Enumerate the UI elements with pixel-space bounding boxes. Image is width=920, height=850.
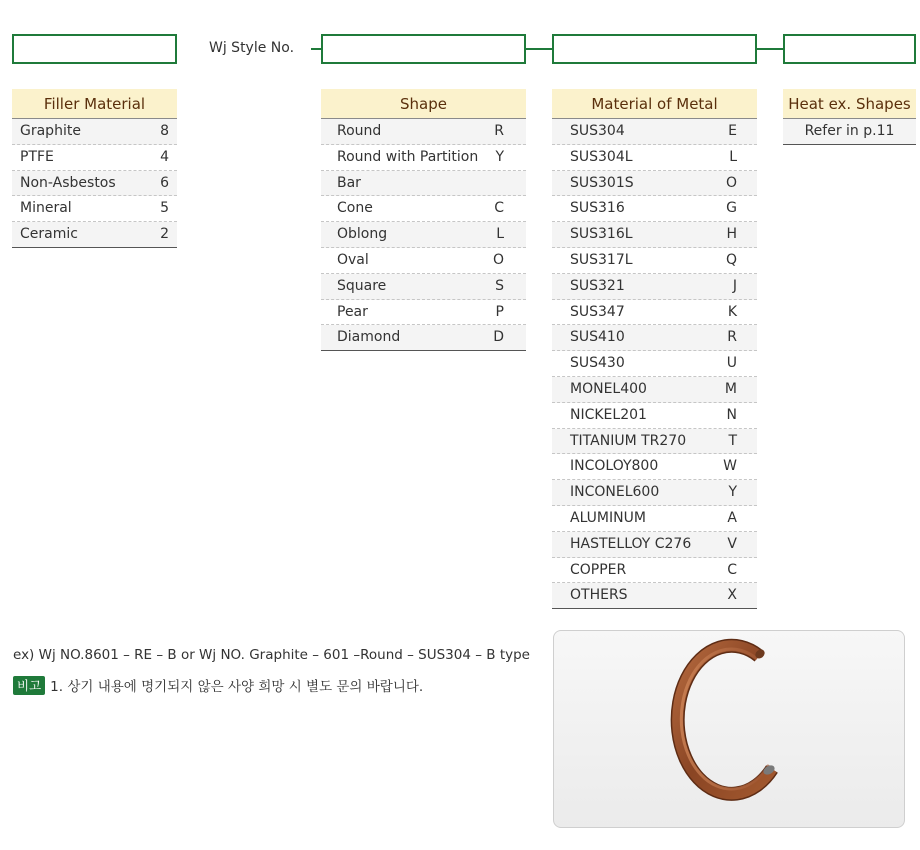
row-code: T <box>728 432 737 449</box>
row-name: SUS430 <box>570 355 625 372</box>
row-name: SUS304L <box>570 148 633 165</box>
row-code: N <box>726 406 737 423</box>
table-row <box>12 119 177 145</box>
row-name: Oblong <box>337 226 388 243</box>
table-row <box>552 171 757 197</box>
row-name: Refer in p.11 <box>804 123 895 139</box>
row-name: Diamond <box>337 329 401 346</box>
row-name: NICKEL201 <box>570 406 647 423</box>
row-code: Y <box>495 148 504 165</box>
row-name: Graphite <box>20 123 81 139</box>
connector-line <box>525 48 553 50</box>
note-badge: 비고 <box>13 676 45 695</box>
table-row <box>552 429 757 455</box>
heat-shapes-header: Heat ex. Shapes <box>783 89 916 119</box>
row-name: INCONEL600 <box>570 484 660 501</box>
row-code: V <box>727 535 737 552</box>
table-row <box>552 274 757 300</box>
table-row <box>321 196 526 222</box>
row-code: R <box>494 123 504 139</box>
row-code: K <box>727 303 737 320</box>
row-name: Square <box>337 277 387 294</box>
copper-c-ring-gasket-image <box>554 631 906 829</box>
shape-table <box>321 89 526 351</box>
connector-line <box>756 48 784 50</box>
row-name: TITANIUM TR270 <box>570 432 687 449</box>
table-row <box>321 145 526 171</box>
row-code: J <box>732 277 737 294</box>
heat-shapes-rows <box>783 119 916 145</box>
row-name: SUS410 <box>570 329 625 346</box>
table-row <box>552 222 757 248</box>
row-code: O <box>492 251 504 268</box>
shape-header: Shape <box>321 89 526 119</box>
table-row <box>552 377 757 403</box>
row-code: C <box>727 561 737 578</box>
table-row <box>552 119 757 145</box>
table-row <box>321 300 526 326</box>
table-row <box>321 248 526 274</box>
table-row <box>552 325 757 351</box>
filler-material-header: Filler Material <box>12 89 177 119</box>
table-row <box>552 454 757 480</box>
row-name: Round with Partition <box>337 148 479 165</box>
table-row <box>552 351 757 377</box>
row-name: Non-Asbestos <box>20 174 116 191</box>
metal-code-box <box>552 34 757 64</box>
row-code: C <box>494 200 504 217</box>
table-row <box>552 196 757 222</box>
row-name: SUS301S <box>570 174 634 191</box>
heat-shapes-table <box>783 89 916 145</box>
row-code: L <box>496 226 504 243</box>
table-row <box>552 480 757 506</box>
row-code: W <box>723 458 737 475</box>
row-code: 6 <box>160 174 169 191</box>
row-code: 4 <box>160 148 169 165</box>
row-name: OTHERS <box>570 587 628 604</box>
row-name: Pear <box>337 303 368 320</box>
note-text: 1. 상기 내용에 명기되지 않은 사양 희망 시 별도 문의 바랍니다. <box>50 679 424 695</box>
row-code: M <box>724 380 737 397</box>
row-name: ALUMINUM <box>570 509 646 526</box>
row-name: SUS304 <box>570 123 625 139</box>
table-row <box>321 274 526 300</box>
row-code: U <box>726 355 737 372</box>
row-name: SUS317L <box>570 251 633 268</box>
row-code: S <box>495 277 504 294</box>
row-name: Bar <box>337 174 361 191</box>
row-name: INCOLOY800 <box>570 458 659 475</box>
row-code: O <box>725 174 737 191</box>
wj-style-label: Wj Style No. <box>209 40 295 56</box>
table-row <box>12 171 177 197</box>
row-name: Cone <box>337 200 373 217</box>
filler-material-rows <box>12 119 177 248</box>
note-line <box>13 675 423 695</box>
shape-code-box <box>321 34 526 64</box>
row-name: MONEL400 <box>570 380 647 397</box>
row-code: Y <box>728 484 737 501</box>
row-name: HASTELLOY C276 <box>570 535 692 552</box>
example-text: ex) Wj NO.8601 – RE – B or Wj NO. Graphite – 601 –Round – SUS304 – B type <box>13 647 530 663</box>
table-row <box>552 248 757 274</box>
filler-material-table <box>12 89 177 248</box>
row-name: COPPER <box>570 561 627 578</box>
table-row <box>552 558 757 584</box>
table-row <box>321 325 526 351</box>
row-name: Oval <box>337 251 369 268</box>
row-code: L <box>729 148 737 165</box>
row-code: Q <box>725 251 737 268</box>
row-code: E <box>728 123 737 139</box>
table-row <box>552 403 757 429</box>
row-name: PTFE <box>20 148 54 165</box>
table-row <box>552 145 757 171</box>
row-code: 8 <box>160 123 169 139</box>
row-name: Mineral <box>20 200 72 217</box>
table-row <box>12 196 177 222</box>
metal-material-table <box>552 89 757 609</box>
table-row <box>783 119 916 145</box>
product-photo <box>553 630 905 828</box>
filler-code-box <box>12 34 177 64</box>
table-row <box>552 532 757 558</box>
row-name: SUS321 <box>570 277 625 294</box>
row-code: R <box>727 329 737 346</box>
row-code: X <box>727 587 737 604</box>
table-row <box>552 300 757 326</box>
table-row <box>12 222 177 248</box>
shape-rows <box>321 119 526 351</box>
row-code: G <box>726 200 737 217</box>
row-code: A <box>727 509 737 526</box>
table-row <box>552 506 757 532</box>
metal-material-header: Material of Metal <box>552 89 757 119</box>
row-name: SUS347 <box>570 303 625 320</box>
table-row <box>552 583 757 609</box>
row-code: 5 <box>160 200 169 217</box>
row-name: SUS316 <box>570 200 625 217</box>
table-row <box>12 145 177 171</box>
row-code: H <box>726 226 737 243</box>
metal-material-rows <box>552 119 757 609</box>
row-name: Ceramic <box>20 226 78 243</box>
row-name: SUS316L <box>570 226 633 243</box>
row-code: 2 <box>160 226 169 243</box>
table-row <box>321 119 526 145</box>
row-name: Round <box>337 123 382 139</box>
row-code: D <box>493 329 504 346</box>
heat-shape-code-box <box>783 34 916 64</box>
table-row <box>321 171 526 197</box>
table-row <box>321 222 526 248</box>
row-code: P <box>495 303 504 320</box>
